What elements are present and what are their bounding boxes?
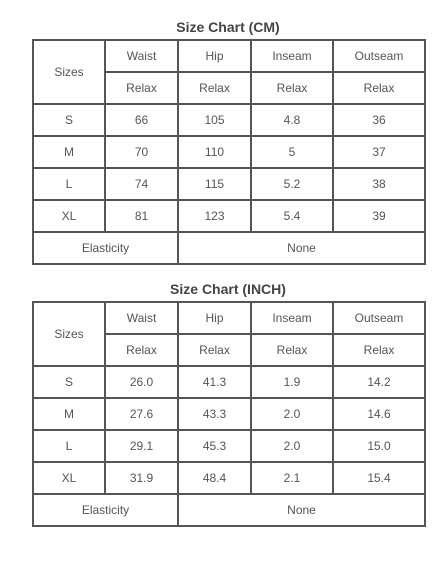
fit-subheader: Relax bbox=[178, 72, 251, 104]
value-cell: 123 bbox=[178, 200, 251, 232]
value-cell: 81 bbox=[105, 200, 178, 232]
value-cell: 1.9 bbox=[251, 366, 333, 398]
size-cell: S bbox=[33, 104, 105, 136]
size-cell: XL bbox=[33, 462, 105, 494]
value-cell: 115 bbox=[178, 168, 251, 200]
value-cell: 36 bbox=[333, 104, 425, 136]
value-cell: 74 bbox=[105, 168, 178, 200]
table-row bbox=[33, 136, 425, 168]
value-cell: 29.1 bbox=[105, 430, 178, 462]
size-cell: M bbox=[33, 398, 105, 430]
value-cell: 15.4 bbox=[333, 462, 425, 494]
outseam-header: Outseam bbox=[333, 302, 425, 334]
header-row bbox=[33, 40, 425, 72]
table-row bbox=[33, 366, 425, 398]
elasticity-label: Elasticity bbox=[33, 232, 178, 264]
header-row bbox=[33, 302, 425, 334]
table-row bbox=[33, 430, 425, 462]
value-cell: 14.2 bbox=[333, 366, 425, 398]
outseam-header: Outseam bbox=[333, 40, 425, 72]
table-row bbox=[33, 462, 425, 494]
value-cell: 14.6 bbox=[333, 398, 425, 430]
value-cell: 39 bbox=[333, 200, 425, 232]
size-chart-inch-title: Size Chart (INCH) bbox=[170, 281, 286, 297]
value-cell: 2.1 bbox=[251, 462, 333, 494]
size-cell: S bbox=[33, 366, 105, 398]
value-cell: 70 bbox=[105, 136, 178, 168]
fit-subheader: Relax bbox=[105, 334, 178, 366]
table-row bbox=[33, 200, 425, 232]
hip-header: Hip bbox=[178, 40, 251, 72]
elasticity-value: None bbox=[178, 232, 425, 264]
waist-header: Waist bbox=[105, 40, 178, 72]
sizes-header: Sizes bbox=[33, 40, 105, 104]
value-cell: 45.3 bbox=[178, 430, 251, 462]
size-cell: XL bbox=[33, 200, 105, 232]
table-row bbox=[33, 398, 425, 430]
hip-header: Hip bbox=[178, 302, 251, 334]
size-cell: L bbox=[33, 430, 105, 462]
value-cell: 48.4 bbox=[178, 462, 251, 494]
value-cell: 43.3 bbox=[178, 398, 251, 430]
value-cell: 27.6 bbox=[105, 398, 178, 430]
value-cell: 66 bbox=[105, 104, 178, 136]
table-row bbox=[33, 168, 425, 200]
fit-subheader: Relax bbox=[178, 334, 251, 366]
elasticity-row bbox=[33, 232, 425, 264]
value-cell: 31.9 bbox=[105, 462, 178, 494]
elasticity-row bbox=[33, 494, 425, 526]
fit-subheader: Relax bbox=[251, 334, 333, 366]
fit-subheader: Relax bbox=[333, 72, 425, 104]
value-cell: 110 bbox=[178, 136, 251, 168]
inseam-header: Inseam bbox=[251, 40, 333, 72]
inseam-header: Inseam bbox=[251, 302, 333, 334]
value-cell: 26.0 bbox=[105, 366, 178, 398]
size-cell: M bbox=[33, 136, 105, 168]
value-cell: 37 bbox=[333, 136, 425, 168]
value-cell: 4.8 bbox=[251, 104, 333, 136]
value-cell: 38 bbox=[333, 168, 425, 200]
size-chart-cm-table bbox=[32, 39, 426, 265]
waist-header: Waist bbox=[105, 302, 178, 334]
fit-subheader: Relax bbox=[333, 334, 425, 366]
table-row bbox=[33, 104, 425, 136]
value-cell: 105 bbox=[178, 104, 251, 136]
fit-subheader: Relax bbox=[105, 72, 178, 104]
elasticity-label: Elasticity bbox=[33, 494, 178, 526]
value-cell: 2.0 bbox=[251, 430, 333, 462]
size-chart-cm-title: Size Chart (CM) bbox=[176, 19, 280, 35]
value-cell: 15.0 bbox=[333, 430, 425, 462]
value-cell: 2.0 bbox=[251, 398, 333, 430]
elasticity-value: None bbox=[178, 494, 425, 526]
sizes-header: Sizes bbox=[33, 302, 105, 366]
value-cell: 5.4 bbox=[251, 200, 333, 232]
fit-subheader: Relax bbox=[251, 72, 333, 104]
size-cell: L bbox=[33, 168, 105, 200]
value-cell: 5 bbox=[251, 136, 333, 168]
value-cell: 41.3 bbox=[178, 366, 251, 398]
value-cell: 5.2 bbox=[251, 168, 333, 200]
size-chart-inch-table bbox=[32, 301, 426, 527]
